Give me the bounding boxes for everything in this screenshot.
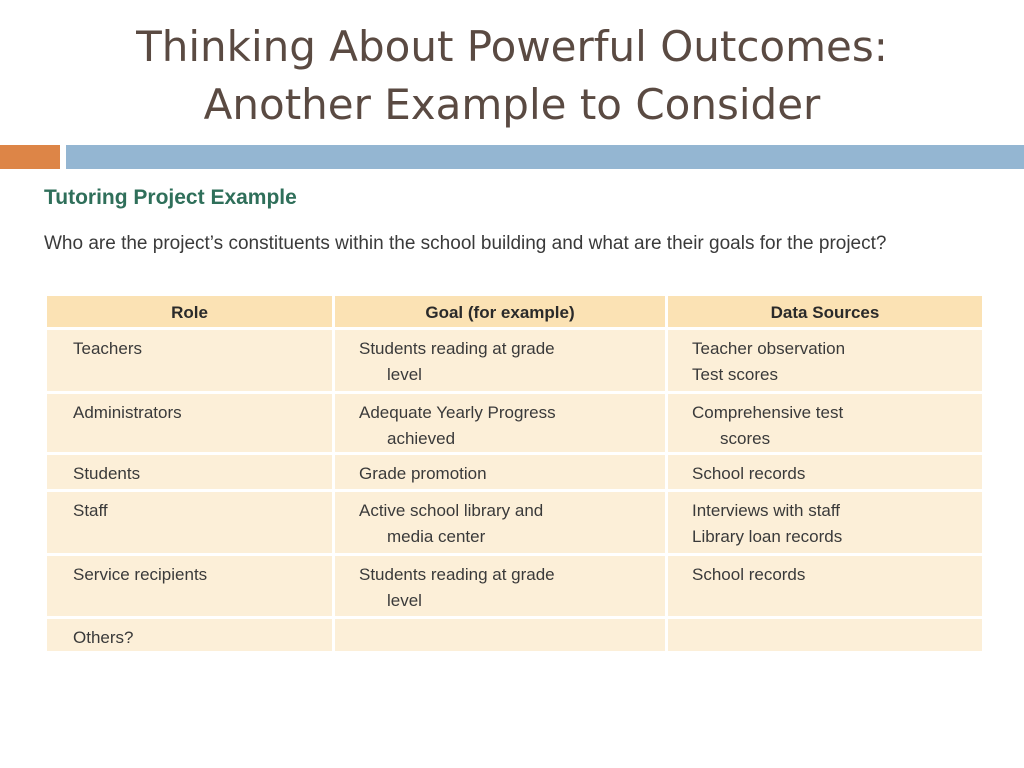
row-4-goal-line-2: media center	[387, 527, 486, 546]
section-title: Tutoring Project Example	[44, 186, 297, 209]
row-1-goal	[335, 330, 668, 394]
question-text: Who are the project’s constituents within the school building and what are their goals for the project?	[44, 233, 887, 254]
row-4-source-2: Library loan records	[692, 527, 843, 546]
slide-title	[0, 18, 1024, 134]
row-1-goal-line-2: level	[387, 365, 422, 384]
row-5-goal-line-1: Students reading at grade	[359, 565, 555, 584]
header-role: Role	[47, 296, 335, 330]
row-4-goal-line-1: Active school library and	[359, 501, 544, 520]
row-6-sources	[668, 619, 985, 654]
row-5-goal-line-2: level	[387, 591, 422, 610]
row-1-role: Teachers	[47, 330, 335, 394]
row-3-role: Students	[47, 455, 335, 492]
row-2-role: Administrators	[47, 394, 335, 455]
row-2-goal-line-1: Adequate Yearly Progress	[359, 403, 556, 422]
row-3-goal	[335, 455, 668, 492]
row-2-goal-line-2: achieved	[387, 429, 456, 448]
row-6-goal	[335, 619, 668, 654]
row-1-source-2: Test scores	[692, 365, 778, 384]
header-goal: Goal (for example)	[335, 296, 668, 330]
row-4-sources	[668, 492, 985, 556]
accent-bar-orange	[0, 145, 60, 169]
constituents-table	[47, 296, 985, 654]
row-2-source-1-cont: scores	[720, 429, 771, 448]
row-5-goal	[335, 556, 668, 619]
row-4-role: Staff	[47, 492, 335, 556]
row-1-source-1: Teacher observation	[692, 339, 846, 358]
row-4-source-1: Interviews with staff	[692, 501, 841, 520]
row-3-sources	[668, 455, 985, 492]
accent-bar-blue	[66, 145, 1024, 169]
row-3-goal-line-1: Grade promotion	[359, 464, 487, 483]
row-5-sources	[668, 556, 985, 619]
row-4-goal	[335, 492, 668, 556]
header-data-sources: Data Sources	[668, 296, 985, 330]
row-2-sources	[668, 394, 985, 455]
row-6-role: Others?	[47, 619, 335, 654]
row-2-goal	[335, 394, 668, 455]
row-1-goal-line-1: Students reading at grade	[359, 339, 555, 358]
row-3-source-1: School records	[692, 464, 806, 483]
row-1-sources	[668, 330, 985, 394]
slide-title-line-2: Another Example to Consider	[203, 80, 821, 129]
slide-title-line-1: Thinking About Powerful Outcomes:	[136, 22, 888, 71]
row-5-source-1: School records	[692, 565, 806, 584]
row-2-source-1: Comprehensive test	[692, 403, 844, 422]
row-5-role: Service recipients	[47, 556, 335, 619]
